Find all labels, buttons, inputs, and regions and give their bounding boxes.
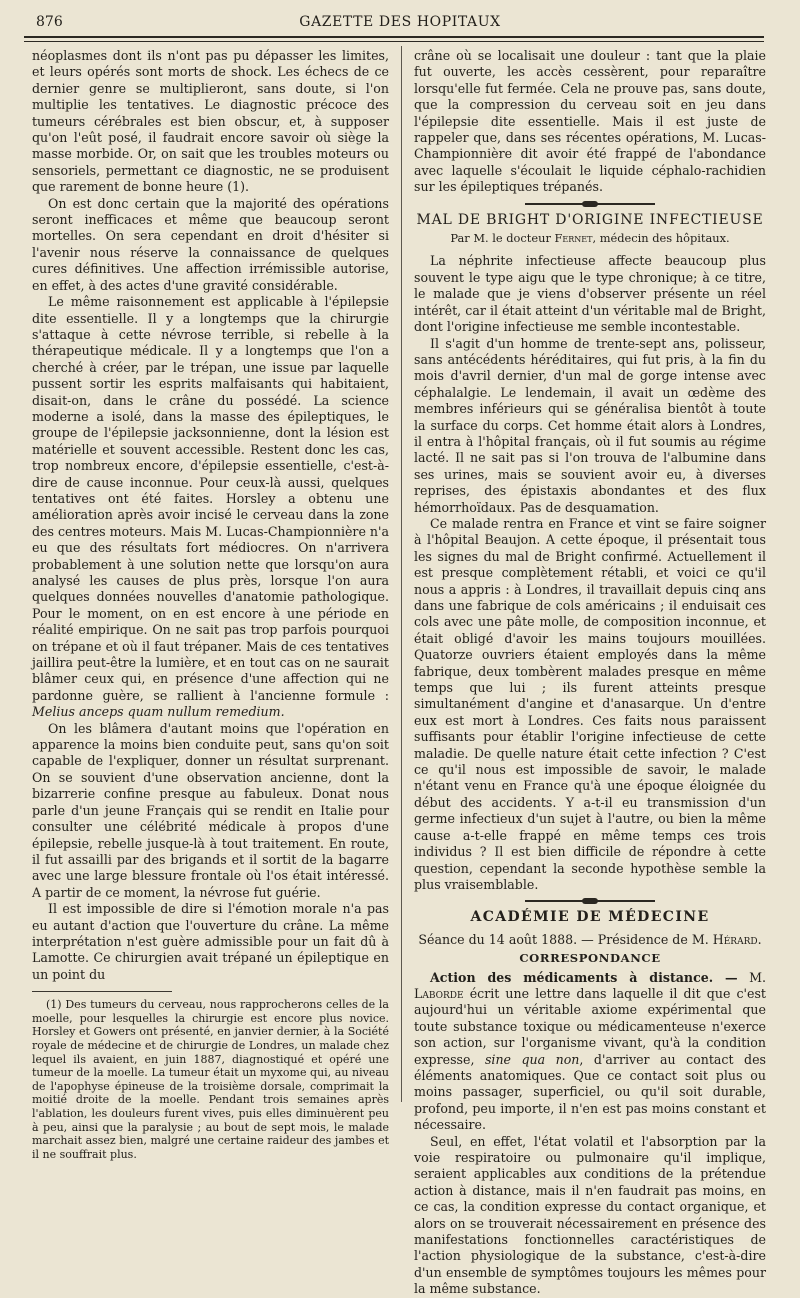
paragraph: crâne où se localisait une douleur : tant que la plaie fut ouverte, les accès cessèrent, pour reparaître lorsqu'elle fut fermée. Cela ne prouve pas, sans doute, que la compression du cerveau soit en jeu dans l'épilepsie dite essentielle. Mais il est juste de rappeler que, dans ses récentes opérations, M. Lucas-Championnière dit avoir été frappé de l'abondance avec laquelle s'écoulait le liquide céphalo-rachidien sur les épileptiques trépanés.: [414, 48, 766, 195]
latin-quote: Melius anceps quam nullum remedium.: [32, 704, 285, 720]
left-column: [32, 48, 389, 1161]
paragraph: Il s'agit d'un homme de trente-sept ans, polisseur, sans antécédents héréditaires, qui fut pris, à la fin du mois d'avril dernier, d'un mal de gorge intense avec céphalalgie. Le lendemain, il avait un œdème des membres inférieurs qui se généralisa bientôt à toute la surface du corps. Cet homme était alors à Londres, il entra à l'hôpital français, où il fut soumis au régime lacté. Il ne sait pas si l'on trouva de l'albumine dans ses urines, mais se souvient avoir eu, à diverses reprises, des épistaxis abondantes et des flux hémorrhoïdaux. Pas de desquamation.: [414, 335, 766, 515]
paragraph: Il est impossible de dire si l'émotion morale n'a pas eu autant d'action que l'ouverture du crâne. La même interprétation n'est guère admissible pour un fait dû à Lamotte. Ce chirurgien avait trépané un épileptique en un point du: [32, 901, 389, 982]
session-line: Séance du 14 août 1888. — Présidence de M. Hérard.: [418, 931, 762, 947]
paragraph: La néphrite infectieuse affecte beaucoup plus souvent le type aigu que le type chronique; à ce titre, le malade que je viens d'observer présente un réel intérêt, car il était atteint d'un véritable mal de Bright, dont l'origine infectieuse me semble incontestable.: [414, 253, 766, 335]
section-title: ACADÉMIE DE MÉDECINE: [470, 909, 710, 926]
paragraph: Ce malade rentra en France et vint se faire soigner à l'hôpital Beaujon. A cette époque, il présentait tous les signes du mal de Bright confirmé. Actuellement il est presque complètement rétabli, et voici ce qu'il nous a appris : à Londres, il travaillait depuis cinq ans dans une fabrique de cols américains ; il enduisait ces cols avec une pâte molle, de composition inconnue, et était obligé d'avoir les mains toujours mouillées. Quatorze ouvriers étaient employés dans la même fabrique, deux tombèrent malades presque en même temps que lui ; ils furent atteints presque simultanément d'angine et d'anasarque. Un d'entre eux est mort à Londres. Ces faits nous paraissent suffisants pour établir l'origine infectieuse de cette maladie. De quelle nature était cette infection ? C'est ce qu'il nous est impossible de savoir, le malade n'étant venu en France qu'à une époque éloignée du début des accidents. Y a-t-il eu transmission d'un germe infectieux d'un sujet à l'autre, ou bien la même cause a-t-elle frappé en même temps ces trois individus ? Il est bien difficile de répondre à cette question, cependant la seconde hypothèse semble la plus vraisemblable.: [414, 515, 766, 892]
paragraph: On les blâmera d'autant moins que l'opération en apparence la moins bien conduite peut, sans qu'on soit capable de l'expliquer, donner un résultat surprenant. On se souvient d'une observation ancienne, dont la bizarrerie confine presque au fabuleux. Donat nous parle d'un jeune Français qui se rendit en Italie pour consulter une célébrité médicale à propos d'une épilepsie, rebelle jusque-là à tout traitement. En route, il fut assailli par des brigands et il sortit de la bagarre avec une large blessure frontale où l'os était intéressé. A partir de ce moment, la névrose fut guérie.: [32, 720, 389, 900]
paragraph: Action des médicaments à distance. — M. Laborde écrit une lettre dans laquelle il dit que c'est aujourd'hui un véritable axiome expérimental que toute substance toxique ou médicamenteuse n'exerce son action, sur l'organisme vivant, qu'à la condition expresse, sine qua non, d'arriver au contact des éléments anatomiques. Que ce contact soit plus ou moins passager, superficiel, ou qu'il soit durable, profond, peu importe, il n'en est pas moins constant et nécessaire.: [414, 969, 766, 1133]
header-rule-thick: [24, 36, 764, 38]
paragraph: Le même raisonnement est applicable à l'épilepsie dite essentielle. Il y a longtemps que la chirurgie s'attaque à cette névrose terrible, si rebelle à la thérapeutique médicale. Il y a longtemps que l'on a cherché à créer, par le trépan, une issue par laquelle pussent sortir les esprits malfaisants qui habitaient, disait-on, dans le crâne du possédé. La science moderne a isolé, dans la masse des épileptiques, le groupe de l'épilepsie jacksonnienne, dont la lésion est matérielle et souvent accessible. Restent donc les cas, trop nombreux encore, d'épilepsie essentielle, c'est-à-dire de cause inconnue. Pour ceux-là aussi, quelques tentatives ont été faites. Horsley a obtenu une amélioration après avoir incisé le cerveau dans la zone des centres moteurs. Mais M. Lucas-Championnière n'a eu que des résultats fort médiocres. On n'arrivera probablement à une solution nette que lorsqu'on aura analysé les causes de plus près, lorsque l'on aura quelques données nouvelles d'anatomie pathologique. Pour le moment, on en est encore à une période en réalité empirique. On ne sait pas trop parfois pourquoi on trépane et où il faut trépaner. Mais de ces tentatives jaillira peut-être la lumière, et en tout cas on ne saurait blâmer ceux qui, en présence d'une affection qui ne pardonne guère, se rallient à l'ancienne formule : Melius anceps quam nullum remedium.: [32, 294, 389, 720]
page-number: 876: [36, 14, 63, 30]
column-divider: [401, 46, 402, 1102]
subsection-title: CORRESPONDANCE: [519, 951, 661, 966]
page-header: [24, 12, 776, 34]
right-column: [414, 48, 766, 1298]
paragraph: Seul, en effet, l'état volatil et l'absorption par la voie respiratoire ou pulmonaire qu'il implique, seraient applicables aux conditions de la prétendue action à distance, mais il n'en faudrait pas moins, en ce cas, la condition expresse du contact organique, et alors on se trouverait nécessairement en présence des manifestations fonctionnelles caractéristiques de l'action physiologique de la substance, c'est-à-dire d'un ensemble de symptômes toujours les mêmes pour la même substance.: [414, 1133, 766, 1297]
paragraph: néoplasmes dont ils n'ont pas pu dépasser les limites, et leurs opérés sont morts de shock. Les échecs de ce dernier genre se multiplieront, sans doute, si l'on multiplie les tentatives. Le diagnostic précoce des tumeurs cérébrales est bien obscur, et, à supposer qu'on l'eût posé, il faudrait encore savoir où siège la masse morbide. Or, on sait que les troubles moteurs ou sensoriels, permettant ce diagnostic, ne se produisent que rarement de bonne heure (1).: [32, 48, 389, 195]
footnote: (1) Des tumeurs du cerveau, nous rapprocherons celles de la moelle, pour lesquelles la chirurgie est encore plus novice. Horsley et Gowers ont présenté, en janvier dernier, à la Société royale de médecine et de chirurgie de Londres, un malade chez lequel ils avaient, en juin 1887, diagnostiqué et opéré une tumeur de la moelle. La tumeur était un myxome qui, au niveau de l'apophyse épineuse de la troisième dorsale, comprimait la moitié droite de la moelle. Pendant trois semaines après l'ablation, les douleurs furent vives, puis elles diminuèrent peu à peu, ainsi que la paralysie ; au bout de sept mois, le malade marchait assez bien, malgré une certaine raideur des jambes et il ne souffrait plus.: [32, 998, 389, 1161]
header-rule-thin: [24, 41, 764, 42]
section-separator: [525, 203, 655, 205]
footnote-rule: [32, 991, 172, 992]
section-separator: [525, 900, 655, 902]
journal-title: GAZETTE DES HOPITAUX: [299, 14, 501, 30]
paragraph: On est donc certain que la majorité des opérations seront inefficaces et même que beaucoup seront mortelles. On sera cependant en droit d'hésiter si l'avenir nous réserve la connaissance de quelques cures définitives. Une affection irrémissible autorise, en effet, à des actes d'une gravité considérable.: [32, 195, 389, 293]
article-title: MAL DE BRIGHT D'ORIGINE INFECTIEUSE: [416, 211, 764, 228]
article-author: Par M. le docteur Fernet, médecin des hôpitaux.: [450, 231, 730, 246]
